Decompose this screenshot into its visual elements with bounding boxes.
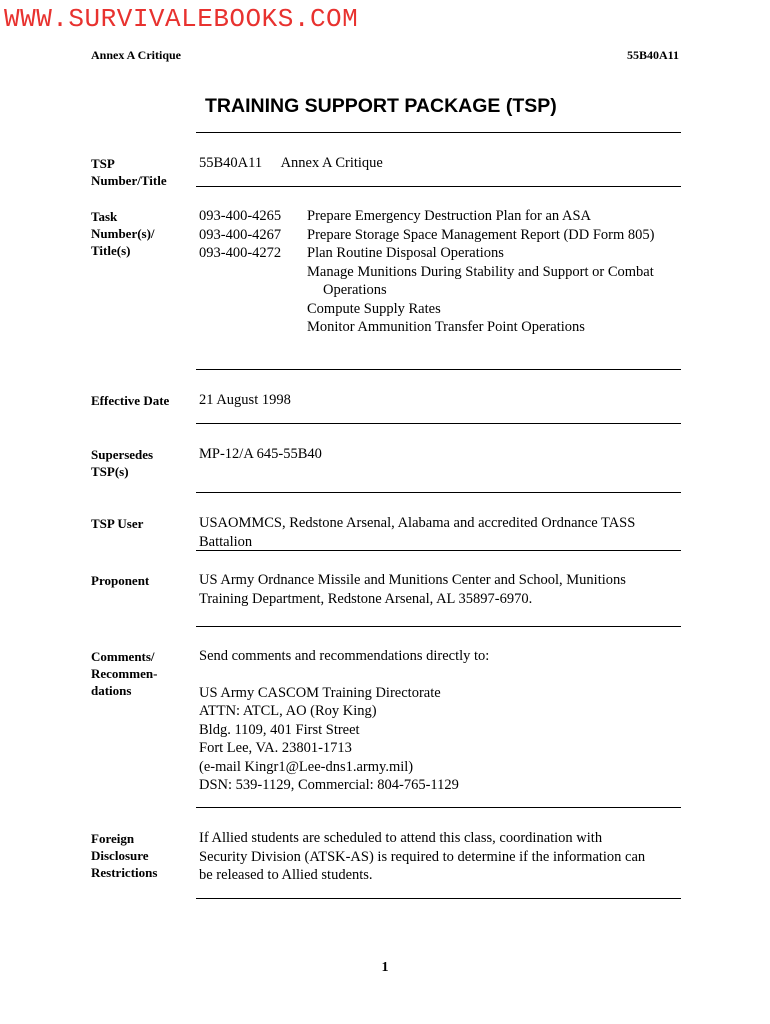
page-title: TRAINING SUPPORT PACKAGE (TSP)	[205, 95, 557, 117]
task-row: Operations	[323, 282, 387, 298]
foreign-disclosure-label: Foreign Disclosure Restrictions	[91, 831, 158, 880]
task-row: 093-400-4265 Prepare Emergency Destruction Plan for an ASA	[199, 208, 592, 224]
address-line: US Army CASCOM Training Directorate	[199, 684, 441, 701]
tsp-number-title-label: TSP Number/Title	[91, 156, 167, 188]
proponent-value: US Army Ordnance Missile and Munitions Center and School, Munitions Training Department, Redstone Arsenal, AL 35897-6970.	[199, 572, 626, 607]
task-row: Monitor Ammunition Transfer Point Operations	[307, 319, 585, 335]
tsp-user-label: TSP User	[91, 516, 144, 531]
foreign-disclosure-value: If Allied students are scheduled to attend this class, coordination with Security Division (ATSK-AS) is required to determine if the information can be released to Allied students.	[199, 830, 646, 883]
divider	[196, 369, 681, 370]
task-row: Compute Supply Rates	[307, 300, 441, 317]
task-label: Task Number(s)/ Title(s)	[91, 209, 155, 258]
proponent-label: Proponent	[91, 573, 150, 588]
task-row: Manage Munitions During Stability and Support or Combat	[307, 263, 654, 280]
tsp-number-title-value	[199, 154, 679, 173]
divider	[196, 492, 681, 493]
watermark: WWW.SURVIVALEBOOKS.COM	[4, 4, 359, 34]
running-header-right: 55B40A11	[626, 48, 679, 62]
effective-date-label: Effective Date	[91, 393, 170, 408]
task-row: 093-400-4267 Prepare Storage Space Management Report (DD Form 805)	[199, 226, 655, 243]
comments-label: Comments/ Recommen- dations	[91, 649, 158, 698]
page-number: 1	[381, 960, 389, 975]
tsp-number: 55B40A11	[199, 155, 263, 171]
divider	[196, 186, 681, 187]
comments-value	[199, 647, 679, 795]
divider	[196, 423, 681, 424]
effective-date-value: 21 August 1998	[199, 392, 291, 408]
address-line: ATTN: ATCL, AO (Roy King)	[199, 703, 377, 719]
supersedes-value: MP-12/A 645-55B40	[199, 446, 322, 462]
task-row: 093-400-4272 Plan Routine Disposal Operations	[199, 245, 504, 261]
address-line: Fort Lee, VA. 23801-1713	[199, 740, 352, 756]
address-line: Bldg. 1109, 401 First Street	[199, 721, 360, 738]
tsp-user-value: USAOMMCS, Redstone Arsenal, Alabama and accredited Ordnance TASS Battalion	[199, 515, 636, 550]
tsp-title: Annex A Critique	[280, 155, 383, 171]
email-line: (e-mail Kingr1@Lee-dns1.army.mil)	[199, 758, 414, 775]
divider	[196, 898, 681, 899]
supersedes-label: Supersedes TSP(s)	[91, 447, 154, 479]
divider	[196, 626, 681, 627]
divider	[196, 132, 681, 133]
comments-intro: Send comments and recommendations directly to:	[199, 648, 490, 664]
task-list	[199, 207, 679, 337]
divider	[196, 550, 681, 551]
running-header-left: Annex A Critique	[91, 48, 182, 62]
phone-line: DSN: 539-1129, Commercial: 804-765-1129	[199, 777, 459, 793]
divider	[196, 807, 681, 808]
